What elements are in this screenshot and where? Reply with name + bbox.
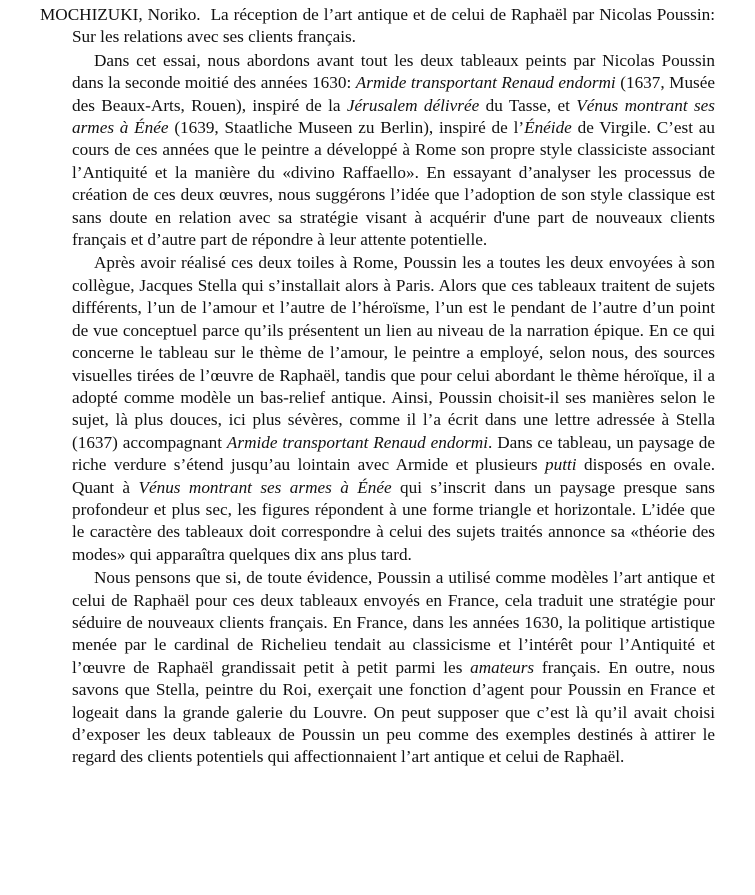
p2-text-3: disposés en ovale. Quant à	[72, 455, 715, 497]
p3-text-1: Nous pensons que si, de toute évidence, Poussin a utilisé comme modèles l’art antique et celui de Raphaël pour ces deux tableaux envoyés en France, cela traduit une stratégie pour séduire de nouveaux clients français. En France, dans les années 1630, la politique artistique menée par le cardinal de Richelieu tendait au classicisme et l’intérêt pour l’Antiquité et l’œuvre de Raphaël grandissait petit à petit parmi les	[72, 568, 715, 677]
p1-work-title-jerusalem: Jérusalem délivrée	[346, 95, 480, 115]
p2-artwork-title-armide: Armide transportant Renaud endormi	[226, 432, 488, 452]
p2-text-4: qui s’inscrit dans un paysage presque sans profondeur et plus sec, les figures répondent à une forme triangle et horizontale. L’idée que le caractère des tableaux doit correspondre à celui des sujets traités annonce sa «théorie des modes» qui apparaîtra quelques dix ans plus tard.	[72, 477, 715, 564]
p3-term-amateurs: amateurs	[470, 657, 535, 677]
p3-text-2: français. En outre, nous savons que Stella, peintre du Roi, exerçait une fonction d’agent pour Poussin en France et logeait dans la grande galerie du Louvre. On peut supposer que c’est là qu’il avait choisi d’exposer les deux tableaux de Poussin un peu comme des exemples destinés à attirer le regard des clients potentiels qui affectionnaient l’art antique et celui de Raphaël.	[72, 657, 715, 767]
p1-text-4: (1639, Staatliche Museen zu Berlin), inspiré de l’	[168, 118, 525, 138]
summary-paragraph-1	[72, 50, 715, 252]
p1-artwork-title-armide: Armide transportant Renaud endormi	[355, 73, 616, 93]
p1-work-title-eneide: Énéide	[524, 118, 572, 138]
p1-text-1: Dans cet essai, nous abordons avant tout les deux tableaux peints par Nicolas Poussin dans la seconde moitié des années 1630:	[72, 50, 715, 93]
summary-paragraph-2	[72, 252, 715, 566]
p1-text-5: de Virgile. C’est au cours de ces années que le peintre a développé à Rome son propre style classiciste associant l’Antiquité et la manière du «divino Raffaello». En essayant d’analyser les processus de création de ces deux œuvres, nous suggérons l’idée que l’adoption de son style classique est sans doute en relation avec sa stratégie visant à acquérir d'une part de nouveaux clients français et d’autre part de répondre à leur attente potentielle.	[72, 118, 715, 250]
p1-artwork-title-venus: Vénus montrant ses armes à Énée	[72, 95, 715, 138]
summary-paragraph-3	[72, 567, 715, 769]
p2-artwork-title-venus: Vénus montrant ses armes à Énée	[138, 477, 392, 497]
p2-text-1: Après avoir réalisé ces deux toiles à Rome, Poussin les a toutes les deux envoyées à son collègue, Jacques Stella qui s’installait alors à Paris. Alors que ces tableaux traitent de sujets différents, l’un de l’amour et l’autre de l’héroïsme, l’un est le pendant de l’autre d’un point de vue conceptuel parce qu’ils présentent un lien au niveau de la narration épique. En ce qui concerne le tableau sur le thème de l’amour, le peintre a employé, selon nous, des sources visuelles tirées de l’œuvre de Raphaël, tandis que pour celui abordant le thème héroïque, il a adopté comme modèle un bas-relief antique. Ainsi, Poussin choisit-il ses manières selon le sujet, là plus douces, ici plus sévères, comme il l’a écrit dans une lettre adressée à Stella (1637) accompagnant	[72, 253, 715, 452]
p1-text-3: du Tasse, et	[479, 95, 577, 115]
entry-heading	[40, 4, 715, 49]
p1-text-2: (1637, Musée des Beaux-Arts, Rouen), inspiré de la	[72, 73, 716, 115]
author-name: MOCHIZUKI, Noriko.	[40, 5, 201, 24]
entry-title: La réception de l’art antique et de celui de Raphaël par Nicolas Poussin: Sur les relations avec ses clients français.	[72, 5, 715, 47]
p2-term-putti: putti	[545, 455, 577, 475]
p2-text-2: . Dans ce tableau, un paysage de riche verdure s’étend jusqu’au lointain avec Armide et plusieurs	[72, 432, 715, 475]
